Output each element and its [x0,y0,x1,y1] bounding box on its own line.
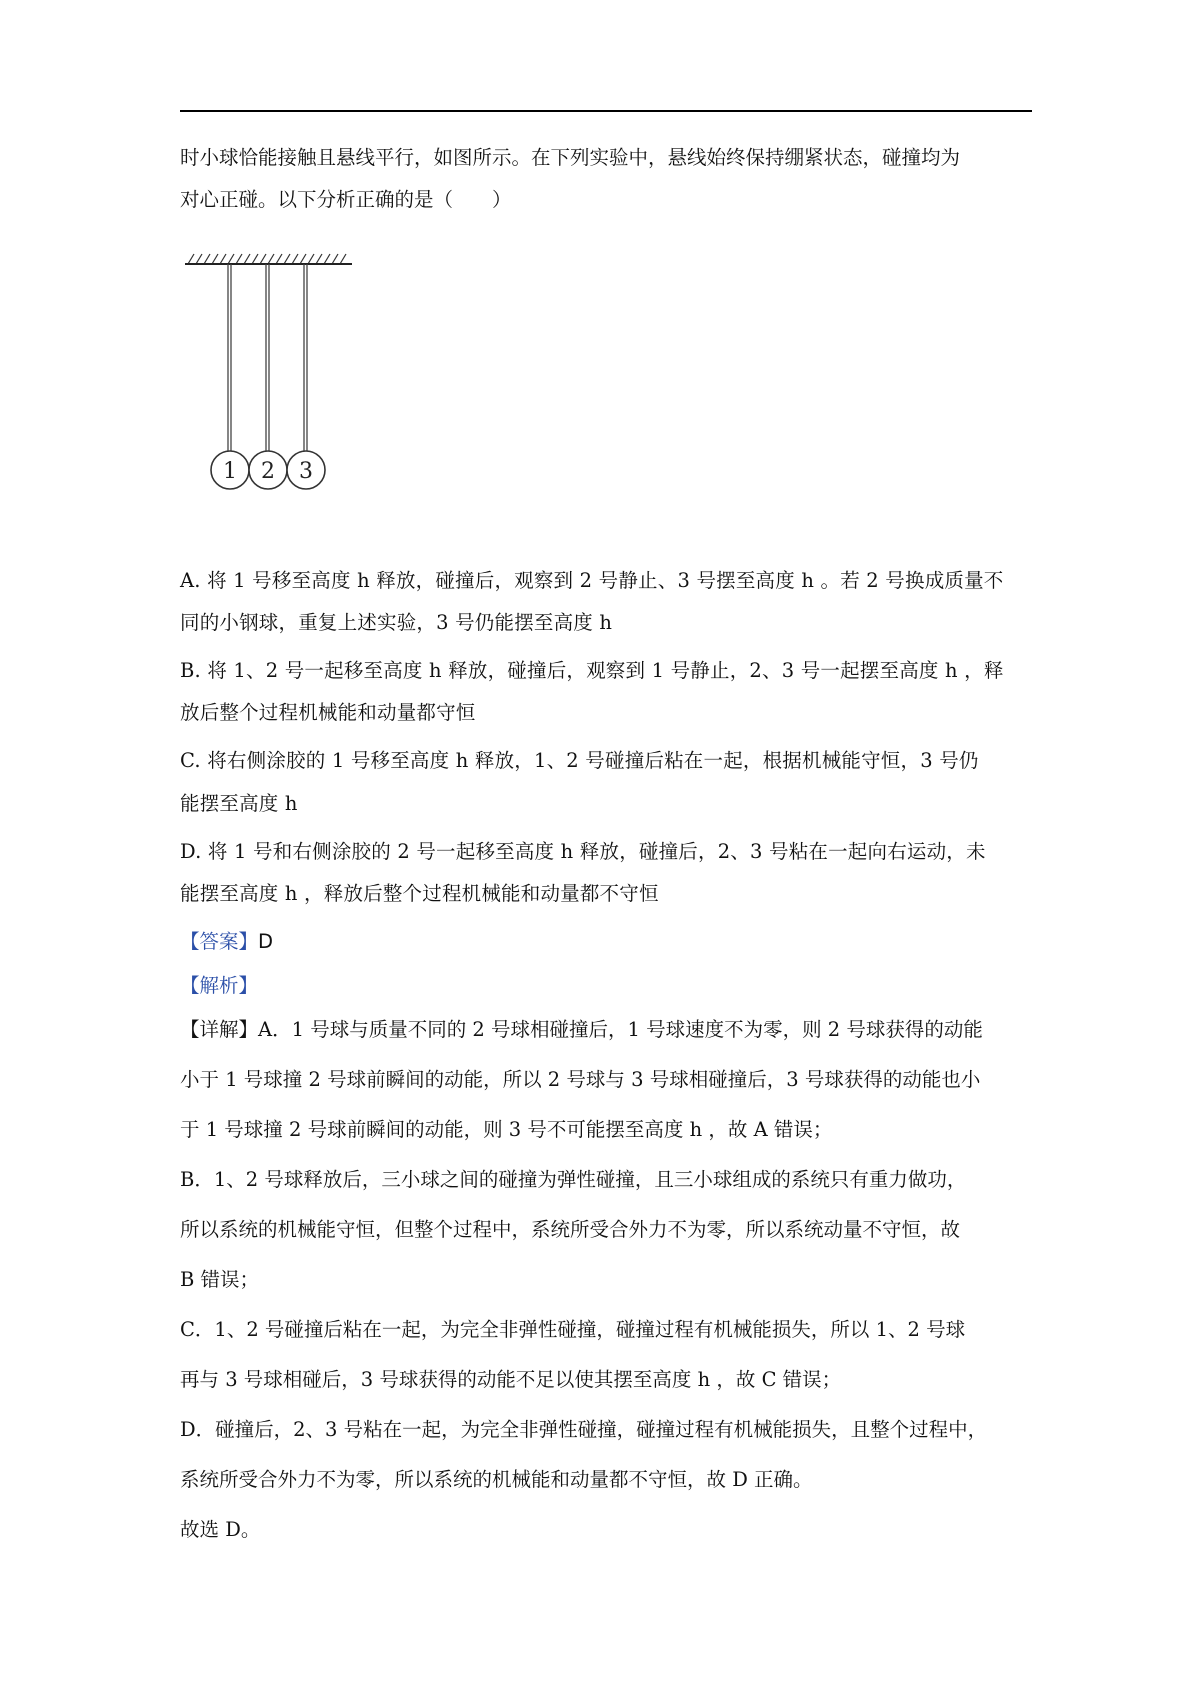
option-c-line-2: 能摆至高度 h [180,792,298,815]
detail-b-line-3: B 错误； [180,1268,260,1291]
answer-line [180,928,1032,956]
question-intro-line-2: 对心正碰。以下分析正确的是（ ） [180,188,512,211]
ceiling-hatch [188,254,346,264]
option-d-line-1: D. 将 1 号和右侧涂胶的 2 号一起移至高度 h 释放，碰撞后，2、3 号粘在一起向右运动，未 [180,840,986,863]
detail-c-line-1: C．1、2 号碰撞后粘在一起，为完全非弹性碰撞，碰撞过程有机械能损失，所以 1、2 号球 [180,1318,966,1341]
answer-value: D [258,930,274,953]
option-d-line-2: 能摆至高度 h ，释放后整个过程机械能和动量都不守恒 [180,882,659,905]
detail-d-line-1: D．碰撞后，2、3 号粘在一起，为完全非弹性碰撞，碰撞过程有机械能损失，且整个过程中， [180,1418,988,1441]
option-a-line-1: A. 将 1 号移至高度 h 释放，碰撞后，观察到 2 号静止、3 号摆至高度 h 。若 2 号换成质量不 [180,569,1004,592]
ball-label-2: 2 [261,459,275,484]
ball-label-3: 3 [299,459,313,484]
detail-a-text-1: A．1 号球与质量不同的 2 号球相碰撞后，1 号球速度不为零，则 2 号球获得的动能 [258,1018,983,1041]
header-rule [180,110,1032,112]
detail-a-line-1 [180,1016,1032,1044]
question-intro-line-1: 时小球恰能接触且悬线平行，如图所示。在下列实验中，悬线始终保持绷紧状态，碰撞均为 [180,146,961,169]
option-c-line-1: C. 将右侧涂胶的 1 号移至高度 h 释放，1、2 号碰撞后粘在一起，根据机械能守恒，3 号仍 [180,749,979,772]
detail-conclusion: 故选 D。 [180,1518,261,1541]
analysis-line [180,972,1032,1000]
pendulum-diagram [180,252,370,502]
detail-b-line-1: B．1、2 号球释放后，三小球之间的碰撞为弹性碰撞，且三小球组成的系统只有重力做功， [180,1168,967,1191]
option-b-line-1: B. 将 1、2 号一起移至高度 h 释放，碰撞后，观察到 1 号静止，2、3 号一起摆至高度 h ，释 [180,659,1004,682]
answer-label: 【答案】 [180,930,259,953]
analysis-label: 【解析】 [180,974,259,997]
option-a-line-2: 同的小钢球，重复上述实验，3 号仍能摆至高度 h [180,611,613,634]
detail-d-line-2: 系统所受合外力不为零，所以系统的机械能和动量都不守恒，故 D 正确。 [180,1468,813,1491]
detail-a-line-3: 于 1 号球撞 2 号球前瞬间的动能，则 3 号不可能摆至高度 h ，故 A 错误； [180,1118,833,1141]
option-b-line-2: 放后整个过程机械能和动量都守恒 [180,701,476,724]
detail-label: 【详解】 [180,1018,259,1041]
detail-c-line-2: 再与 3 号球相碰后，3 号球获得的动能不足以使其摆至高度 h ，故 C 错误； [180,1368,842,1391]
pendulum-figure [180,252,370,506]
ball-label-1: 1 [223,459,237,484]
detail-b-line-2: 所以系统的机械能守恒，但整个过程中，系统所受合外力不为零，所以系统动量不守恒，故 [180,1218,961,1241]
detail-a-line-2: 小于 1 号球撞 2 号球前瞬间的动能，所以 2 号球与 3 号球相碰撞后，3 号球获得的动能也小 [180,1068,981,1091]
